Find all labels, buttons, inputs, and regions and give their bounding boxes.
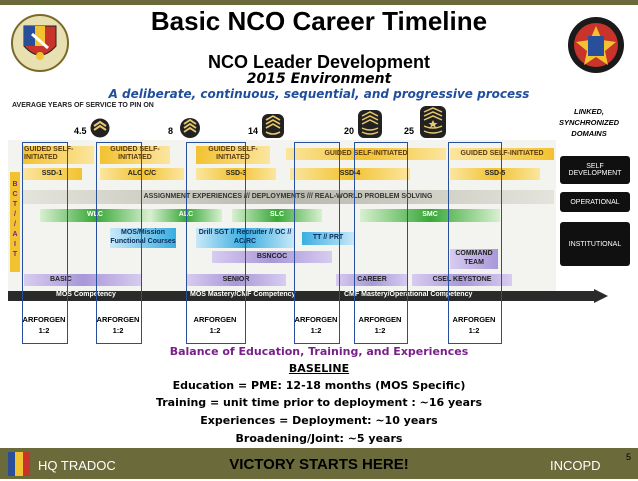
mos-competency-label: MOS Competency: [56, 291, 116, 298]
year-marker: 25: [404, 126, 415, 136]
senior-band: SENIOR: [186, 274, 286, 286]
year-marker: 8: [168, 126, 174, 136]
ssd3-band: SSD-3: [196, 168, 276, 180]
guided-self-initiated-band: GUIDED SELF-INITIATED: [286, 148, 446, 160]
csel-keystone-band: CSEL KEYSTONE: [412, 274, 512, 286]
page-number: 5: [626, 452, 632, 462]
mos-mission-courses-band: MOS/Mission Functional Courses: [110, 228, 176, 248]
cmf-mastery-label: CMF Mastery/Operational Competency: [344, 291, 473, 298]
arforgen-label: ARFORGEN 1:2: [96, 315, 140, 335]
rank-msg-icon: [358, 110, 382, 143]
ssd5-band: SSD-5: [450, 168, 540, 180]
arforgen-label: ARFORGEN 1:2: [358, 315, 402, 335]
education-line: Education = PME: 12-18 months (MOS Specific): [172, 379, 466, 392]
smc-band: SMC: [360, 209, 500, 222]
baseline-heading: BASELINE: [288, 362, 350, 375]
guided-self-initiated-band: GUIDED SELF-INITIATED: [450, 148, 554, 160]
rank-sgm-icon: [420, 106, 446, 143]
arforgen-label: ARFORGEN 1:2: [22, 315, 66, 335]
mos-mastery-label: MOS Mastery/CMF Competency: [190, 291, 296, 298]
footer-right-text: INCOPD: [550, 458, 601, 473]
page-subtitle: NCO Leader Development: [207, 52, 431, 72]
guided-self-initiated-band: GUIDED SELF-INITIATED: [22, 146, 94, 164]
top-bar: [0, 0, 638, 5]
guided-self-initiated-band: GUIDED SELF-INITIATED: [100, 146, 170, 164]
basic-band: BASIC: [24, 274, 142, 286]
bct-ait-label: B C T / / A I T: [12, 181, 18, 258]
institutional-box: INSTITUTIONAL: [560, 222, 630, 266]
tt-prt-band: TT // PRT: [302, 232, 354, 245]
experiences-line: Experiences = Deployment: ~10 years: [200, 414, 438, 427]
tagline: A deliberate, continuous, sequential, and progressive process: [108, 87, 530, 101]
balance-heading: Balance of Education, Training, and Experiences: [169, 345, 469, 358]
environment-label: 2015 Environment: [246, 71, 392, 87]
rank-sfc-icon: [262, 114, 284, 143]
training-line: Training = unit time prior to deployment : ~16 years: [155, 396, 483, 409]
footer-center-text: VICTORY STARTS HERE!: [229, 456, 409, 473]
arforgen-label: ARFORGEN 1:2: [294, 315, 338, 335]
drill-sgt-recruiter-band: Drill SGT // Recruiter // OC // AC/RC: [196, 228, 294, 248]
page-title: Basic NCO Career Timeline: [150, 6, 488, 36]
broadening-line: Broadening/Joint: ~5 years: [235, 432, 403, 445]
wlc-band: WLC: [40, 209, 150, 222]
career-band: CAREER: [336, 274, 408, 286]
year-marker: 4.5: [74, 126, 87, 136]
operational-box: OPERATIONAL: [560, 192, 630, 212]
arforgen-label: ARFORGEN 1:2: [452, 315, 496, 335]
ssd4-band: SSD-4: [290, 168, 410, 180]
assignment-experiences-band: ASSIGNMENT EXPERIENCES /// DEPLOYMENTS /// REAL-WORLD PROBLEM SOLVING: [22, 190, 554, 204]
arforgen-label: ARFORGEN 1:2: [193, 315, 237, 335]
years-label: AVERAGE YEARS OF SERVICE TO PIN ON: [12, 102, 154, 109]
alc-band: ALC: [150, 209, 222, 222]
ssd1-band: SSD-1: [22, 168, 82, 180]
bsncoc-band: BSNCOC: [212, 251, 332, 263]
alc-cc-band: ALC C/C: [100, 168, 184, 180]
guided-self-initiated-band: GUIDED SELF-INITIATED: [196, 146, 270, 164]
command-team-band: COMMAND TEAM: [450, 249, 498, 269]
self-development-box: SELF DEVELOPMENT: [560, 156, 630, 184]
footer-left-text: HQ TRADOC: [38, 458, 116, 473]
domains-heading: LINKED, SYNCHRONIZED DOMAINS: [558, 107, 619, 138]
year-marker: 20: [344, 126, 355, 136]
year-marker: 14: [248, 126, 259, 136]
slc-band: SLC: [232, 209, 322, 222]
